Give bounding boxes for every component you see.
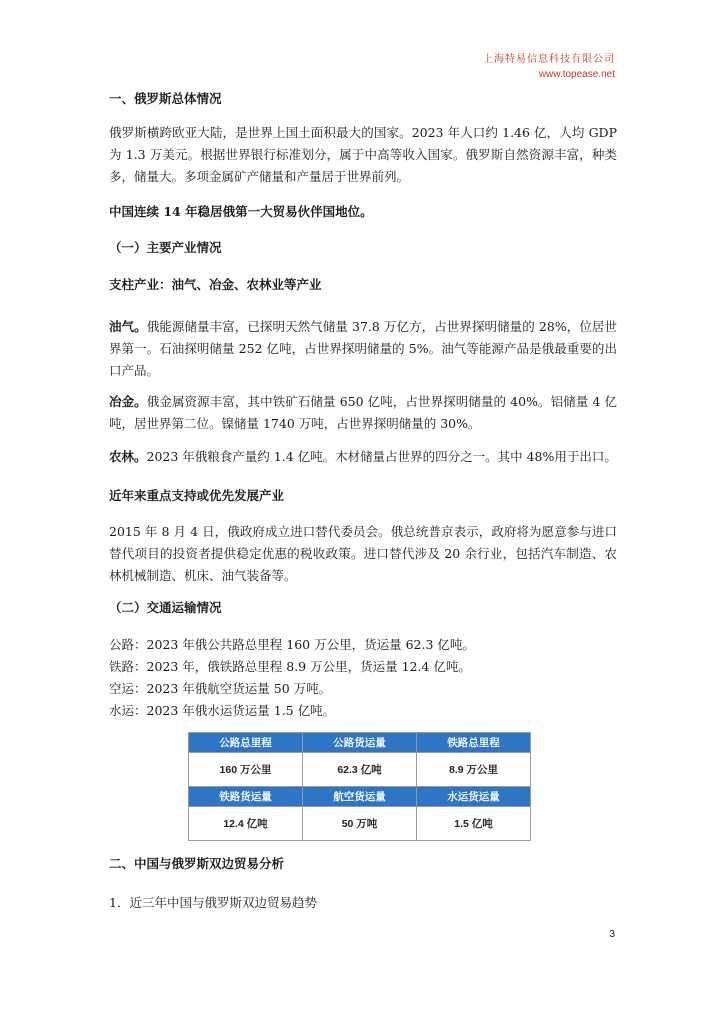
table-header-row: [189, 733, 531, 753]
table-header-cell: 航空货运量: [303, 787, 417, 807]
table-cell: 12.4 亿吨: [189, 807, 303, 841]
company-url: www.topease.net: [538, 69, 615, 80]
section-2-item-1: 1．近三年中国与俄罗斯双边贸易趋势: [109, 895, 317, 910]
page-header: [483, 52, 615, 82]
table-cell: 160 万公里: [189, 753, 303, 787]
table-row: [189, 753, 531, 787]
metallurgy-paragraph: [109, 391, 617, 435]
metallurgy-text: 俄金属资源丰富，其中铁矿石储量 650 亿吨，占世界探明储量的 40%。铝储量 4 亿吨，居世界第二位。镍储量 1740 万吨，占世界探明储量的 30%。: [109, 394, 617, 431]
table-row: [189, 807, 531, 841]
agriculture-text: 2023 年俄粮食产量约 1.4 亿吨。木材储量占世界的四分之一。其中 48%用于出口。: [146, 449, 617, 464]
subsection-industries-title: （一）主要产业情况: [109, 240, 222, 255]
section-1-title: 一、俄罗斯总体情况: [109, 91, 222, 106]
priority-industries-title: 近年来重点支持或优先发展产业: [109, 488, 285, 503]
water-line: 水运：2023 年俄水运货运量 1.5 亿吨。: [109, 703, 336, 718]
table-cell: 50 万吨: [303, 807, 417, 841]
metallurgy-label: 冶金。: [109, 394, 147, 409]
air-line: 空运：2023 年俄航空货运量 50 万吨。: [109, 681, 332, 696]
table-header-cell: 水运货运量: [417, 787, 531, 807]
table-header-cell: 公路货运量: [303, 733, 417, 753]
oil-gas-label: 油气。: [109, 319, 147, 334]
table-cell: 62.3 亿吨: [303, 753, 417, 787]
table-header-cell: 公路总里程: [189, 733, 303, 753]
priority-industries-paragraph: 2015 年 8 月 4 日，俄政府成立进口替代委员会。俄总统普京表示，政府将为愿意参与进口替代项目的投资者提供稳定优惠的税收政策。进口替代涉及 20 余行业，包括汽车制造、农林机械制造、机床、油气装备等。: [109, 524, 617, 583]
table-header-cell: 铁路总里程: [417, 733, 531, 753]
table-header-row: [189, 787, 531, 807]
agriculture-label: 农林。: [109, 449, 147, 464]
table-cell: 8.9 万公里: [417, 753, 531, 787]
subsection-transport-title: （二）交通运输情况: [109, 600, 222, 615]
trade-partner-statement: 中国连续 14 年稳居俄第一大贸易伙伴国地位。: [109, 204, 373, 219]
agriculture-paragraph: [109, 446, 617, 468]
oil-gas-paragraph: [109, 316, 617, 382]
section-2-title: 二、中国与俄罗斯双边贸易分析: [109, 856, 285, 871]
rail-line: 铁路：2023 年，俄铁路总里程 8.9 万公里，货运量 12.4 亿吨。: [109, 659, 471, 674]
table-header-cell: 铁路货运量: [189, 787, 303, 807]
transport-stats-table: [188, 732, 531, 841]
page-number: 3: [609, 929, 615, 940]
company-name: 上海特易信息科技有限公司: [483, 54, 615, 65]
overview-paragraph: 俄罗斯横跨欧亚大陆，是世界上国土面积最大的国家。2023 年人口约 1.46 亿，人均 GDP 为 1.3 万美元。根据世界银行标准划分，属于中高等收入国家。俄罗斯自然资源丰富，种类多，储量大。多项金属矿产储量和产量居于世界前列。: [109, 125, 617, 184]
road-line: 公路：2023 年俄公共路总里程 160 万公里，货运量 62.3 亿吨。: [109, 637, 475, 652]
table-cell: 1.5 亿吨: [417, 807, 531, 841]
pillar-industries-title: 支柱产业：油气、冶金、农林业等产业: [109, 277, 322, 292]
oil-gas-text: 俄能源储量丰富，已探明天然气储量 37.8 万亿方，占世界探明储量的 28%，位居世界第一。石油探明储量 252 亿吨，占世界探明储量的 5%。油气等能源产品是俄最重要的出口产品。: [109, 319, 617, 378]
